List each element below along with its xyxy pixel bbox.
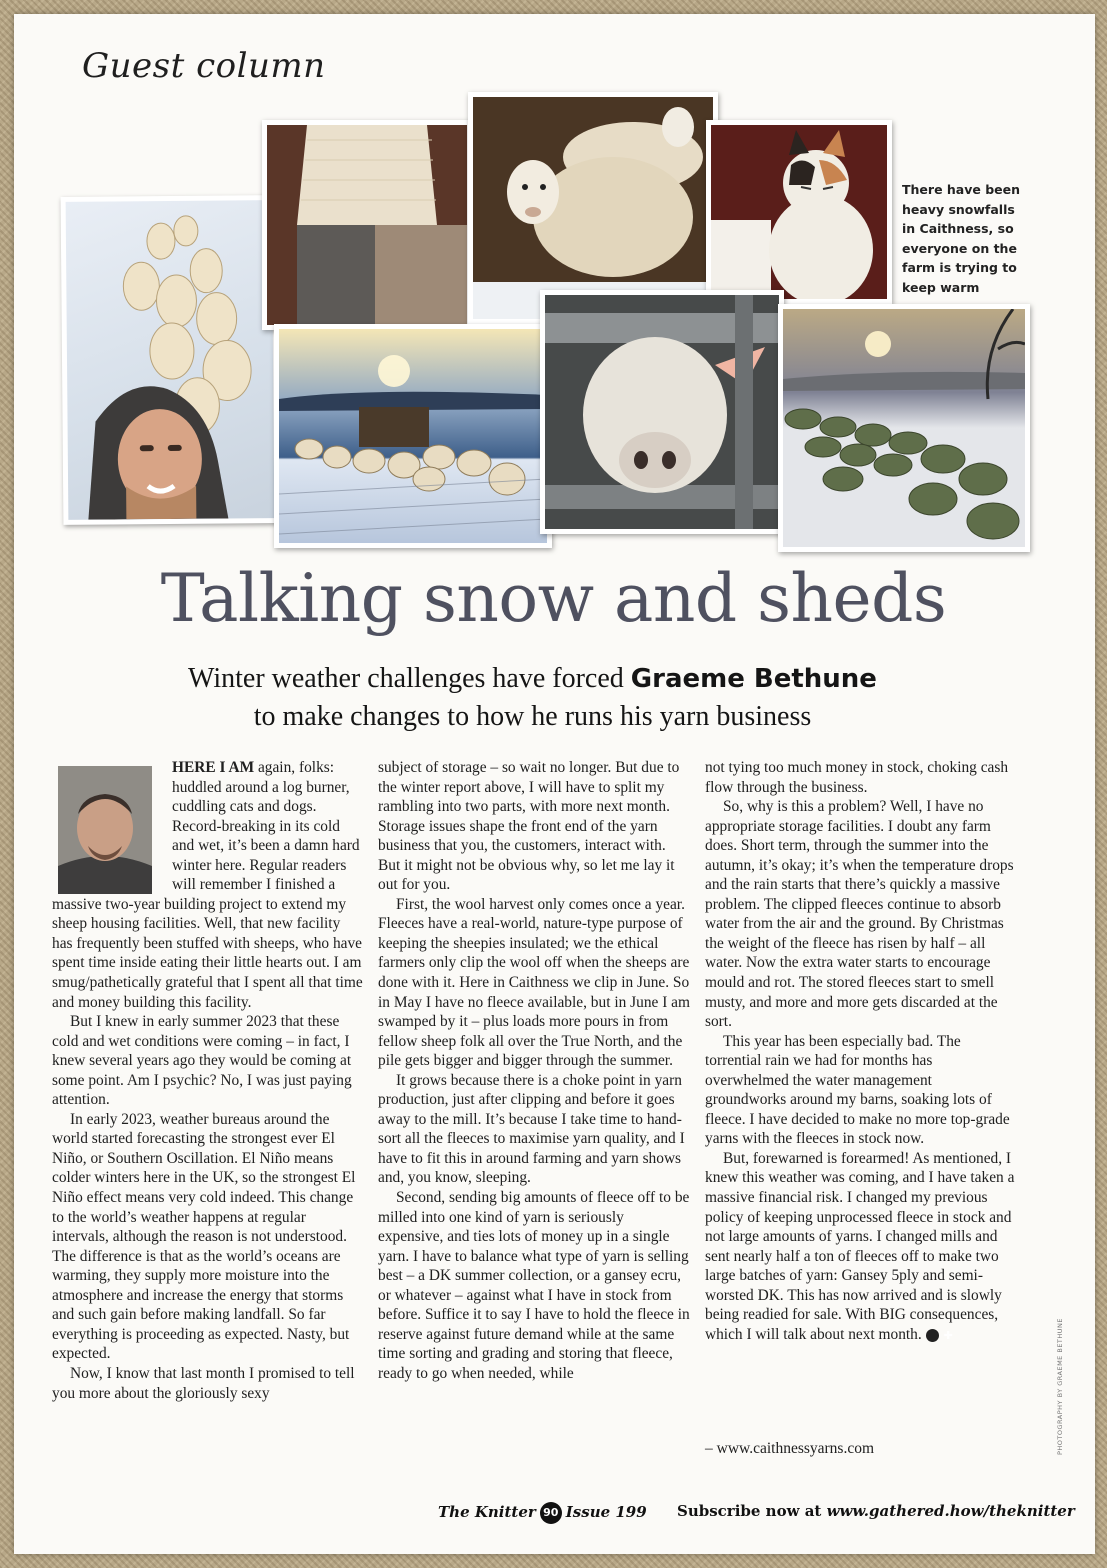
photo-sheep-through-gate bbox=[540, 290, 784, 534]
subscribe-text: Subscribe now at bbox=[677, 1502, 827, 1520]
body-column-2 bbox=[378, 758, 690, 1384]
page-number: 90 bbox=[540, 1502, 562, 1524]
footer-magazine bbox=[438, 1502, 647, 1524]
standfirst bbox=[0, 660, 1065, 736]
photo-flock-sunset bbox=[274, 324, 552, 548]
section-label: Guest column bbox=[82, 46, 326, 86]
end-mark-icon: ✚ bbox=[926, 1329, 939, 1342]
paragraph: Second, sending big amounts of fleece off to be milled into one kind of yarn is seriously expensive, and ties lots of money up in a single yarn. I have to balance what type of yarn is selling best – a DK summer collection, or a gansey ecru, or whatever – against what I have in stock from before. Suffice it to say I have to hold the fleece in reserve against future demand while at the same time sorting and grading and storing that fleece, ready to go when needed, while bbox=[378, 1189, 690, 1382]
paragraph: subject of storage – so wait no longer. But due to the winter report above, I will have to split my rambling into two parts, with more next month. Storage issues shape the front end of the yarn business that you, the customers, interact with. But it might not be obvious why, so let me lay it out for you. bbox=[378, 759, 680, 894]
standfirst-text-before: Winter weather challenges have forced bbox=[188, 663, 631, 694]
photo-stone-wall-snow bbox=[778, 304, 1030, 552]
body-column-1 bbox=[52, 758, 364, 1403]
headline: Talking snow and sheds bbox=[160, 560, 947, 637]
photo-sheep-in-snow-selfie bbox=[61, 195, 280, 525]
photo-cat bbox=[706, 120, 892, 304]
paragraph: First, the wool harvest only comes once a year. Fleeces have a real-world, nature-type purpose of keeping the sheepies insulated; we the ethical farmers only clip the wool off when the sheeps are done with it. Here in Caithness we clip in June. So in May I have no fleece available, but in June I am swamped by it – plus loads more pours in from fellow sheep folk all over the True North, and the pile gets bigger and bigger through the summer. bbox=[378, 895, 690, 1070]
paragraph: HERE I AM again, folks: huddled around a log burner, cuddling cats and dogs. Record-breaking in its cold and wet, it’s been a damn hard winter here. Regular readers will remember I finished a massive two-year building project to extend my sheep housing facilities. Well, that new facility has frequently been stuffed with sheeps, who have spent time inside eating their little hearts out. I am smug/pathetically grateful that I spent all that time and money building this facility. bbox=[52, 759, 363, 1011]
photo-yarn-cones bbox=[262, 120, 472, 330]
photo-caption: There have been heavy snowfalls in Caithness, so everyone on the farm is trying to keep warm bbox=[902, 182, 1021, 295]
paragraph: It grows because there is a choke point in yarn production, just after clipping and before it goes away to the mill. It’s because I take time to hand-sort all the fleeces to maximise yarn quality, and I have to fit this in around farming and yarn shows and, you know, sleeping. bbox=[378, 1071, 685, 1187]
issue-number: Issue 199 bbox=[565, 1503, 647, 1521]
paragraph: So, why is this a problem? Well, I have no appropriate storage facilities. I doubt any farm does. Short term, through the summer into the autumn, it’s okay; it’s when the temperature drops and the rain starts that there’s quickly a massive problem. The clipped fleeces continue to absorb water from the air and the ground. By Christmas the weight of the fleece has risen by half – all water. Now the extra water starts to encourage mould and rot. The stored fleeces start to smell musty, and more and more gets discarded at the sort. bbox=[705, 798, 1014, 1031]
paragraph: Now, I know that last month I promised to tell you more about the gloriously sexy bbox=[52, 1364, 355, 1402]
paragraph: But I knew in early summer 2023 that these cold and wet conditions were coming – in fact, I knew several years ago they would be coming at some point. Am I psychic? No, I was just paying attention. bbox=[52, 1013, 352, 1109]
magazine-name: The Knitter bbox=[438, 1503, 536, 1521]
paragraph: not tying too much money in stock, choking cash flow through the business. bbox=[705, 759, 1009, 796]
photo-credit: PHOTOGRAPHY BY GRAEME BETHUNE bbox=[1056, 1317, 1064, 1455]
footer-subscribe bbox=[677, 1502, 1075, 1520]
body-column-3 bbox=[705, 758, 1015, 1344]
lead-in: HERE I AM bbox=[172, 759, 255, 776]
paragraph: This year has been especially bad. The torrential rain we had for months has overwhelmed the water management groundworks around my barns, soaking lots of fleece. I have decided to make no more top-grade yarns with the fleeces in stock now. bbox=[705, 1032, 1010, 1148]
paragraph: In early 2023, weather bureaus around the world started forecasting the strongest ever El Niño, or Southern Oscillation. El Niño means colder winters here in the UK, so the strongest El Niño effect means very cold indeed. This change to the world’s weather happens at regular intervals, although the reason is not understood. The difference is that as the world’s oceans are warming, they supply more moisture into the atmosphere and increase the energy that storms and such gain before making landfall. So far everything is proceeding as expected. Nasty, but expected. bbox=[52, 1110, 356, 1363]
subscribe-url[interactable]: www.gathered.how/theknitter bbox=[826, 1502, 1075, 1520]
author-photo-space bbox=[52, 758, 172, 892]
author-name: Graeme Bethune bbox=[630, 664, 877, 694]
standfirst-text-after: to make changes to how he runs his yarn business bbox=[253, 701, 812, 732]
website-link[interactable]: – www.caithnessyarns.com bbox=[705, 1440, 875, 1457]
paragraph: But, forewarned is forearmed! As mentioned, I knew this weather was coming, and I have taken a massive financial risk. I changed my previous policy of keeping unprocessed fleece in stock and not large amounts of yarns. I changed mills and sent nearly half a ton of fleeces off to make two large batches of yarn: Gansey 5ply and semi-worsted DK. This has now arrived and is slowly being readied for sale. With BIG consequences, which I will talk about next month. ✚ bbox=[705, 1149, 1015, 1343]
